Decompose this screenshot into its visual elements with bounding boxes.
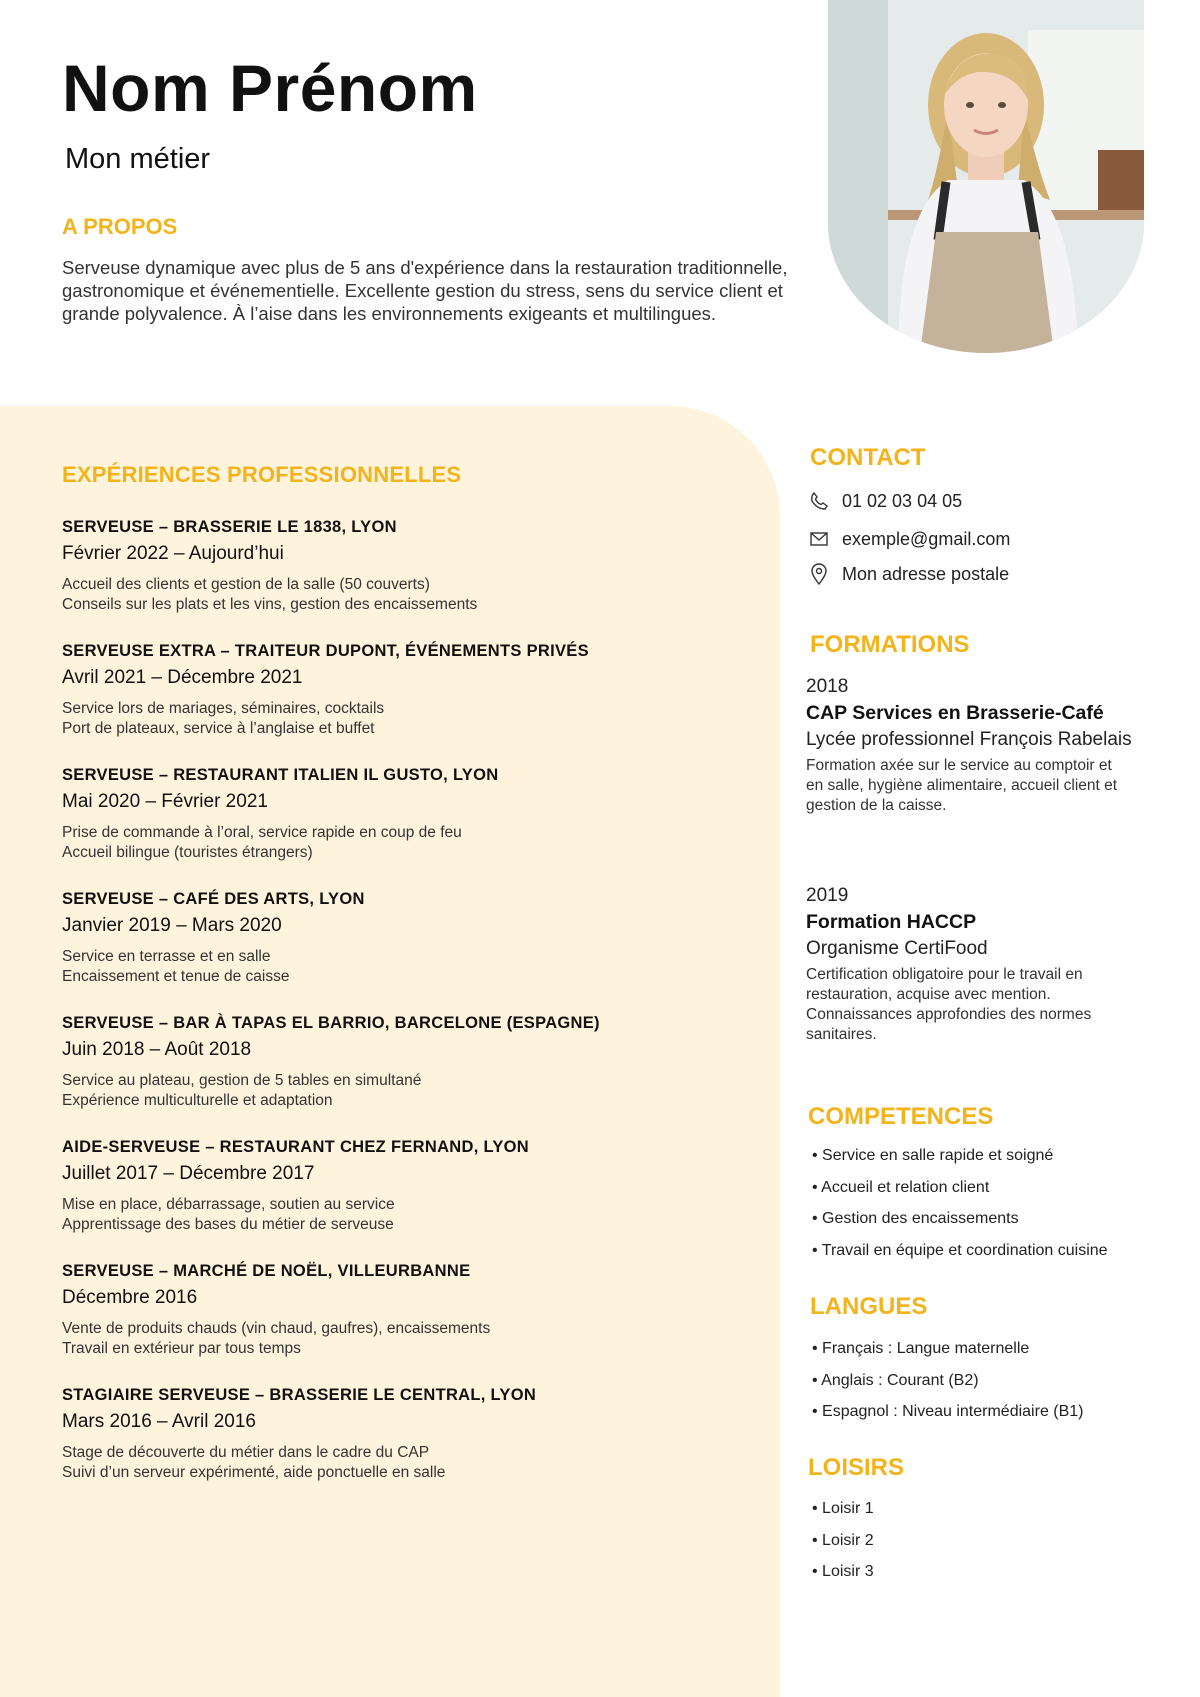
experience-dates: Janvier 2019 – Mars 2020 <box>62 915 282 936</box>
formation-item <box>806 676 1166 816</box>
experience-role: STAGIAIRE SERVEUSE – BRASSERIE LE CENTRAL, LYON <box>62 1386 537 1404</box>
experience-item <box>62 518 762 642</box>
formation-description <box>806 756 1166 816</box>
formation-title: CAP Services en Brasserie-Café <box>806 702 1104 724</box>
experience-detail: Service en terrasse et en salle <box>62 948 271 965</box>
formation-description-line: restauration, acquise avec mention. <box>806 986 1051 1003</box>
experience-dates: Juillet 2017 – Décembre 2017 <box>62 1163 315 1184</box>
formation-description-line: gestion de la caisse. <box>806 797 947 814</box>
formation-school: Organisme CertiFood <box>806 938 988 959</box>
competence-item: • Service en salle rapide et soigné <box>812 1147 1108 1179</box>
experience-item <box>62 642 762 766</box>
contact-phone-text: 01 02 03 04 05 <box>842 490 963 511</box>
experience-detail: Apprentissage des bases du métier de serveuse <box>62 1216 394 1233</box>
contact-address-text: Mon adresse postale <box>842 563 1010 584</box>
experience-detail: Vente de produits chauds (vin chaud, gaufres), encaissements <box>62 1320 491 1337</box>
experience-role: AIDE-SERVEUSE – RESTAURANT CHEZ FERNAND, LYON <box>62 1138 529 1156</box>
experience-detail: Suivi d’un serveur expérimenté, aide ponctuelle en salle <box>62 1464 446 1481</box>
formation-title: Formation HACCP <box>806 911 977 933</box>
experience-item <box>62 1014 762 1138</box>
langue-item: • Français : Langue maternelle <box>812 1340 1084 1372</box>
contact-phone[interactable] <box>808 490 962 512</box>
experience-title: EXPÉRIENCES PROFESSIONNELLES <box>62 462 462 487</box>
experience-dates: Février 2022 – Aujourd’hui <box>62 543 284 564</box>
experience-role: SERVEUSE – MARCHÉ DE NOËL, VILLEURBANNE <box>62 1262 471 1280</box>
phone-icon <box>808 490 830 512</box>
competence-item: • Travail en équipe et coordination cuisine <box>812 1242 1108 1274</box>
experience-detail: Accueil bilingue (touristes étrangers) <box>62 844 313 861</box>
competences-list <box>812 1147 1108 1273</box>
about-line: grande polyvalence. À l’aise dans les environnements exigeants et multilingues. <box>62 303 717 324</box>
about-line: gastronomique et événementielle. Excellente gestion du stress, sens du service client et <box>62 280 783 301</box>
loisirs-list <box>812 1500 874 1595</box>
contact-email-text: exemple@gmail.com <box>842 528 1011 549</box>
experience-detail: Prise de commande à l’oral, service rapide en coup de feu <box>62 824 462 841</box>
formation-description-line: Connaissances approfondies des normes <box>806 1006 1092 1023</box>
experience-item <box>62 1386 762 1510</box>
formation-description <box>806 965 1166 1045</box>
experience-detail: Accueil des clients et gestion de la salle (50 couverts) <box>62 576 430 593</box>
langues-list <box>812 1340 1084 1435</box>
loisir-item: • Loisir 2 <box>812 1532 874 1564</box>
langues-title: LANGUES <box>810 1293 928 1320</box>
about-line: Serveuse dynamique avec plus de 5 ans d'expérience dans la restauration traditionnelle, <box>62 257 788 278</box>
experience-detail: Stage de découverte du métier dans le cadre du CAP <box>62 1444 430 1461</box>
experience-role: SERVEUSE EXTRA – TRAITEUR DUPONT, ÉVÉNEMENTS PRIVÉS <box>62 642 589 660</box>
experience-item <box>62 766 762 890</box>
experience-detail: Service lors de mariages, séminaires, cocktails <box>62 700 385 717</box>
experience-detail: Port de plateaux, service à l’anglaise et buffet <box>62 720 375 737</box>
formation-description-line: Certification obligatoire pour le travail en <box>806 966 1083 983</box>
competences-title: COMPETENCES <box>808 1103 994 1130</box>
experience-item <box>62 1138 762 1262</box>
experience-detail: Service au plateau, gestion de 5 tables en simultané <box>62 1072 422 1089</box>
contact-address[interactable] <box>808 563 1009 585</box>
formation-description-line: Formation axée sur le service au comptoir et <box>806 757 1112 774</box>
experience-detail: Travail en extérieur par tous temps <box>62 1340 301 1357</box>
about-text <box>62 256 822 325</box>
formation-school: Lycée professionnel François Rabelais <box>806 729 1132 750</box>
experience-dates: Mai 2020 – Février 2021 <box>62 791 268 812</box>
contact-email[interactable] <box>808 528 1010 550</box>
profile-photo <box>828 0 1144 353</box>
envelope-icon <box>808 528 830 550</box>
experience-item <box>62 1262 762 1386</box>
experience-role: SERVEUSE – RESTAURANT ITALIEN IL GUSTO, LYON <box>62 766 499 784</box>
formation-year: 2018 <box>806 676 849 697</box>
loisir-item: • Loisir 3 <box>812 1563 874 1595</box>
experience-dates: Décembre 2016 <box>62 1287 198 1308</box>
job-title: Mon métier <box>65 143 211 175</box>
langue-item: • Espagnol : Niveau intermédiaire (B1) <box>812 1403 1084 1435</box>
competence-item: • Accueil et relation client <box>812 1179 1108 1211</box>
profile-photo-illustration <box>828 0 1144 353</box>
location-pin-icon <box>808 563 830 585</box>
formation-item <box>806 885 1166 1045</box>
loisir-item: • Loisir 1 <box>812 1500 874 1532</box>
formations-title: FORMATIONS <box>810 631 970 658</box>
contact-title: CONTACT <box>810 444 926 471</box>
competence-item: • Gestion des encaissements <box>812 1210 1108 1242</box>
experience-list <box>62 518 762 1510</box>
experience-detail: Encaissement et tenue de caisse <box>62 968 290 985</box>
experience-role: SERVEUSE – BAR À TAPAS EL BARRIO, BARCELONE (ESPAGNE) <box>62 1014 600 1032</box>
experience-dates: Mars 2016 – Avril 2016 <box>62 1411 256 1432</box>
person-name: Nom Prénom <box>62 51 478 125</box>
formation-description-line: sanitaires. <box>806 1026 877 1043</box>
experience-role: SERVEUSE – BRASSERIE LE 1838, LYON <box>62 518 397 536</box>
experience-item <box>62 890 762 1014</box>
experience-dates: Juin 2018 – Août 2018 <box>62 1039 252 1060</box>
about-title: A PROPOS <box>62 214 178 239</box>
langue-item: • Anglais : Courant (B2) <box>812 1372 1084 1404</box>
experience-detail: Mise en place, débarrassage, soutien au service <box>62 1196 395 1213</box>
experience-detail: Conseils sur les plats et les vins, gestion des encaissements <box>62 596 478 613</box>
experience-role: SERVEUSE – CAFÉ DES ARTS, LYON <box>62 890 365 908</box>
experience-dates: Avril 2021 – Décembre 2021 <box>62 667 303 688</box>
experience-detail: Expérience multiculturelle et adaptation <box>62 1092 333 1109</box>
formation-description-line: en salle, hygiène alimentaire, accueil client et <box>806 777 1118 794</box>
formation-year: 2019 <box>806 885 849 906</box>
loisirs-title: LOISIRS <box>808 1454 905 1481</box>
